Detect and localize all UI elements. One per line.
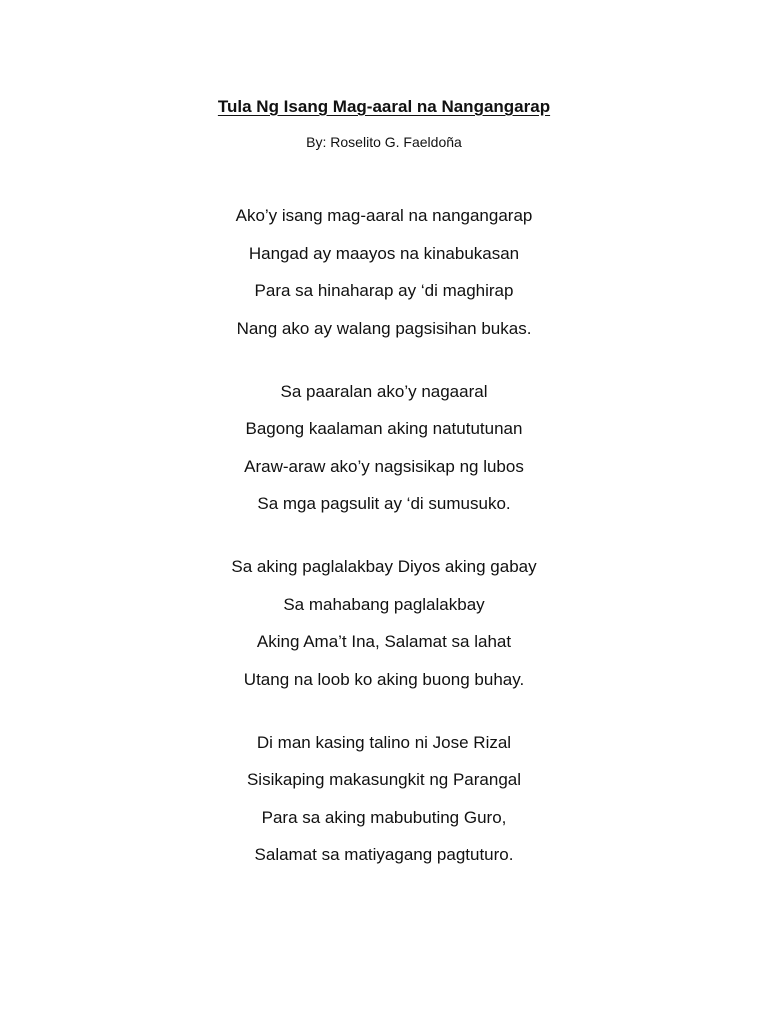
poem-line: Para sa aking mabubuting Guro, bbox=[261, 807, 507, 827]
poem-line: Sa mahabang paglalakbay bbox=[283, 594, 485, 614]
poem-line: Ako’y isang mag-aaral na nangangarap bbox=[235, 206, 533, 225]
poem-line: Hangad ay maayos na kinabukasan bbox=[248, 243, 520, 263]
poem-line: Utang na loob ko aking buong buhay. bbox=[243, 669, 525, 689]
stanza-2 bbox=[0, 379, 768, 517]
poem-line: Aking Ama’t Ina, Salamat sa lahat bbox=[256, 632, 512, 651]
poem-title: Tula Ng Isang Mag-aaral na Nangangarap bbox=[217, 97, 551, 116]
poem-line: Para sa hinaharap ay ‘di maghirap bbox=[254, 281, 514, 300]
poem-line: Bagong kaalaman aking natututunan bbox=[245, 419, 523, 438]
stanza-4 bbox=[0, 730, 768, 868]
poem-line: Sa mga pagsulit ay ‘di sumusuko. bbox=[257, 494, 511, 513]
stanza-3 bbox=[0, 554, 768, 692]
poem-line: Salamat sa matiyagang pagtuturo. bbox=[254, 845, 514, 864]
poem-line: Nang ako ay walang pagsisihan bukas. bbox=[236, 318, 532, 338]
poem-body bbox=[0, 203, 768, 905]
poem-line: Sisikaping makasungkit ng Parangal bbox=[246, 770, 522, 789]
poem-line: Araw-araw ako’y nagsisikap ng lubos bbox=[244, 456, 524, 476]
poem-line: Di man kasing talino ni Jose Rizal bbox=[256, 732, 512, 752]
poem-author: By: Roselito G. Faeldoña bbox=[306, 134, 462, 150]
poem-line: Sa aking paglalakbay Diyos aking gabay bbox=[231, 557, 537, 576]
poem-line: Sa paaralan ako’y nagaaral bbox=[280, 381, 488, 401]
stanza-1 bbox=[0, 203, 768, 341]
